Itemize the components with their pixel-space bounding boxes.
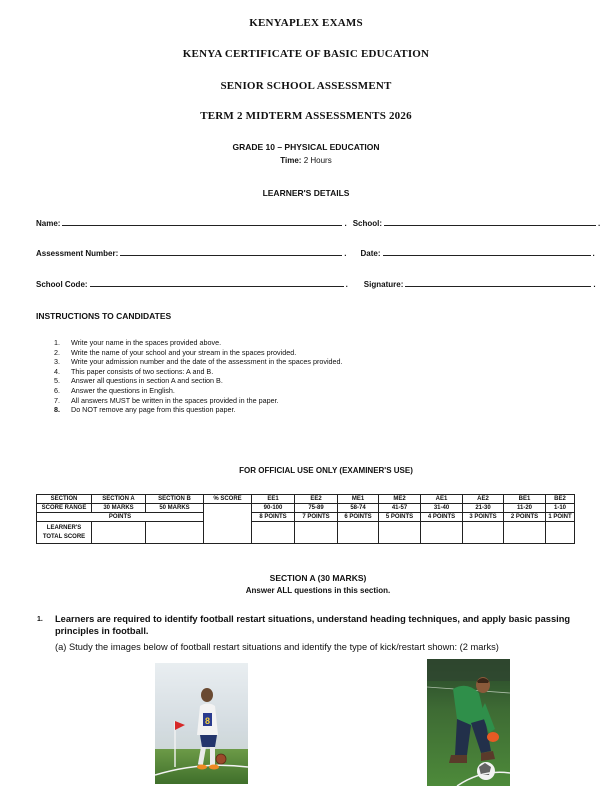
- level-code: EE1: [252, 495, 295, 504]
- school-dot: .: [598, 219, 601, 228]
- signature-field[interactable]: [405, 286, 591, 287]
- level-cell[interactable]: [295, 522, 338, 544]
- instruction-item: 7. All answers MUST be written in the spaces provided in the paper.: [54, 395, 279, 405]
- level-code: ME2: [379, 495, 421, 504]
- question-text: Learners are required to identify football restart situations, understand heading techniques, and apply basic passing principles in football.: [55, 614, 571, 636]
- pct-score-cell[interactable]: [204, 504, 252, 544]
- level-range: 21-30: [463, 504, 504, 513]
- level-cell[interactable]: [252, 522, 295, 544]
- corner-kick-image: [155, 663, 248, 784]
- certificate-title: KENYA CERTIFICATE OF BASIC EDUCATION: [182, 48, 430, 60]
- level-range: 41-57: [379, 504, 421, 513]
- subject-title: GRADE 10 – PHYSICAL EDUCATION: [232, 142, 380, 152]
- level-code: AE1: [421, 495, 463, 504]
- level-cell[interactable]: [421, 522, 463, 544]
- term-title: TERM 2 MIDTERM ASSESSMENTS 2026: [200, 110, 412, 122]
- name-label: Name:: [36, 219, 61, 228]
- level-range: 90-100: [252, 504, 295, 513]
- level-points: 8 POINTS: [252, 513, 295, 522]
- section-a-title: SECTION A (30 MARKS): [269, 573, 367, 583]
- corner-kick-illustration: [155, 663, 248, 784]
- level-code: BE2: [546, 495, 575, 504]
- assessment-number-label: Assessment Number:: [36, 249, 119, 258]
- assessment-title: SENIOR SCHOOL ASSESSMENT: [220, 80, 392, 92]
- question-subpart: (a) Study the images below of football restart situations and identify the type of kick/restart shown: (2 marks): [55, 642, 499, 652]
- score-b-cell[interactable]: [146, 522, 204, 544]
- section-a-header: SECTION A: [92, 495, 146, 504]
- level-cell[interactable]: [463, 522, 504, 544]
- jersey-number: 8: [204, 716, 211, 726]
- name-dot: .: [344, 219, 347, 228]
- level-range: 11-20: [504, 504, 546, 513]
- points-label: POINTS: [37, 513, 204, 522]
- score-table: [36, 494, 575, 544]
- section-header: SECTION: [37, 495, 92, 504]
- name-school-row: [36, 219, 606, 228]
- time-label: Time:: [280, 156, 302, 165]
- level-code: EE2: [295, 495, 338, 504]
- instructions-title: INSTRUCTIONS TO CANDIDATES: [36, 311, 172, 321]
- level-range: 75-89: [295, 504, 338, 513]
- instruction-item: 3. Write your admission number and the date of the assessment in the spaces provided.: [54, 357, 343, 367]
- instruction-item: 5. Answer all questions in section A and section B.: [54, 376, 223, 386]
- level-points: 2 POINTS: [504, 513, 546, 522]
- goalkeeper-illustration: [427, 659, 510, 786]
- assessment-date-row: [36, 249, 606, 258]
- assessment-dot: .: [344, 249, 347, 258]
- instruction-item: 2. Write the name of your school and your stream in the spaces provided.: [54, 347, 297, 357]
- score-range-label: SCORE RANGE: [37, 504, 92, 513]
- level-points: 7 POINTS: [295, 513, 338, 522]
- school-code-field[interactable]: [90, 286, 344, 287]
- time-value: 2 Hours: [303, 156, 332, 165]
- school-code-label: School Code:: [36, 280, 88, 289]
- table-row: [37, 504, 575, 513]
- question-number: 1.: [37, 616, 43, 623]
- learner-details-heading: LEARNER'S DETAILS: [262, 188, 350, 198]
- level-code: ME1: [338, 495, 379, 504]
- learner-total-label: LEARNER'S TOTAL SCORE: [37, 522, 92, 544]
- level-cell[interactable]: [379, 522, 421, 544]
- marks-a: 30 MARKS: [92, 504, 146, 513]
- level-code: BE1: [504, 495, 546, 504]
- level-points: 5 POINTS: [379, 513, 421, 522]
- code-signature-row: [36, 280, 606, 289]
- instructions-list: [54, 338, 343, 415]
- date-dot: .: [592, 249, 595, 258]
- school-field[interactable]: [384, 225, 596, 226]
- level-points: 4 POINTS: [421, 513, 463, 522]
- table-row: [37, 495, 575, 504]
- pct-score-header: % SCORE: [204, 495, 252, 504]
- level-points: 3 POINTS: [463, 513, 504, 522]
- instruction-item: 8. Do NOT remove any page from this question paper.: [54, 405, 236, 415]
- exam-body-title: KENYAPLEX EXAMS: [249, 17, 363, 29]
- official-use-title: FOR OFFICIAL USE ONLY (EXAMINER'S USE): [239, 466, 413, 475]
- level-points: 1 POINT: [546, 513, 575, 522]
- goalkeeper-image: [427, 659, 510, 786]
- school-label: School:: [352, 219, 383, 228]
- section-a-subtitle: Answer ALL questions in this section.: [245, 586, 391, 595]
- level-range: 58-74: [338, 504, 379, 513]
- marks-b: 50 MARKS: [146, 504, 204, 513]
- score-a-cell[interactable]: [92, 522, 146, 544]
- level-cell[interactable]: [546, 522, 575, 544]
- date-field[interactable]: [383, 255, 591, 256]
- instruction-item: 6. Answer the questions in English.: [54, 385, 175, 395]
- level-cell[interactable]: [504, 522, 546, 544]
- instruction-item: 4. This paper consists of two sections: A and B.: [54, 366, 214, 376]
- section-b-header: SECTION B: [146, 495, 204, 504]
- level-code: AE2: [463, 495, 504, 504]
- school-code-dot: .: [345, 280, 348, 289]
- table-row: [37, 513, 575, 522]
- level-points: 6 POINTS: [338, 513, 379, 522]
- level-cell[interactable]: [338, 522, 379, 544]
- instruction-item: 1. Write your name in the spaces provided above.: [54, 338, 222, 347]
- time-line: [0, 156, 612, 165]
- assessment-number-field[interactable]: [120, 255, 342, 256]
- level-range: 1-10: [546, 504, 575, 513]
- name-field[interactable]: [62, 225, 342, 226]
- signature-dot: .: [593, 280, 596, 289]
- signature-label: Signature:: [363, 280, 404, 289]
- level-range: 31-40: [421, 504, 463, 513]
- table-row: [37, 522, 575, 544]
- date-label: Date:: [360, 249, 381, 258]
